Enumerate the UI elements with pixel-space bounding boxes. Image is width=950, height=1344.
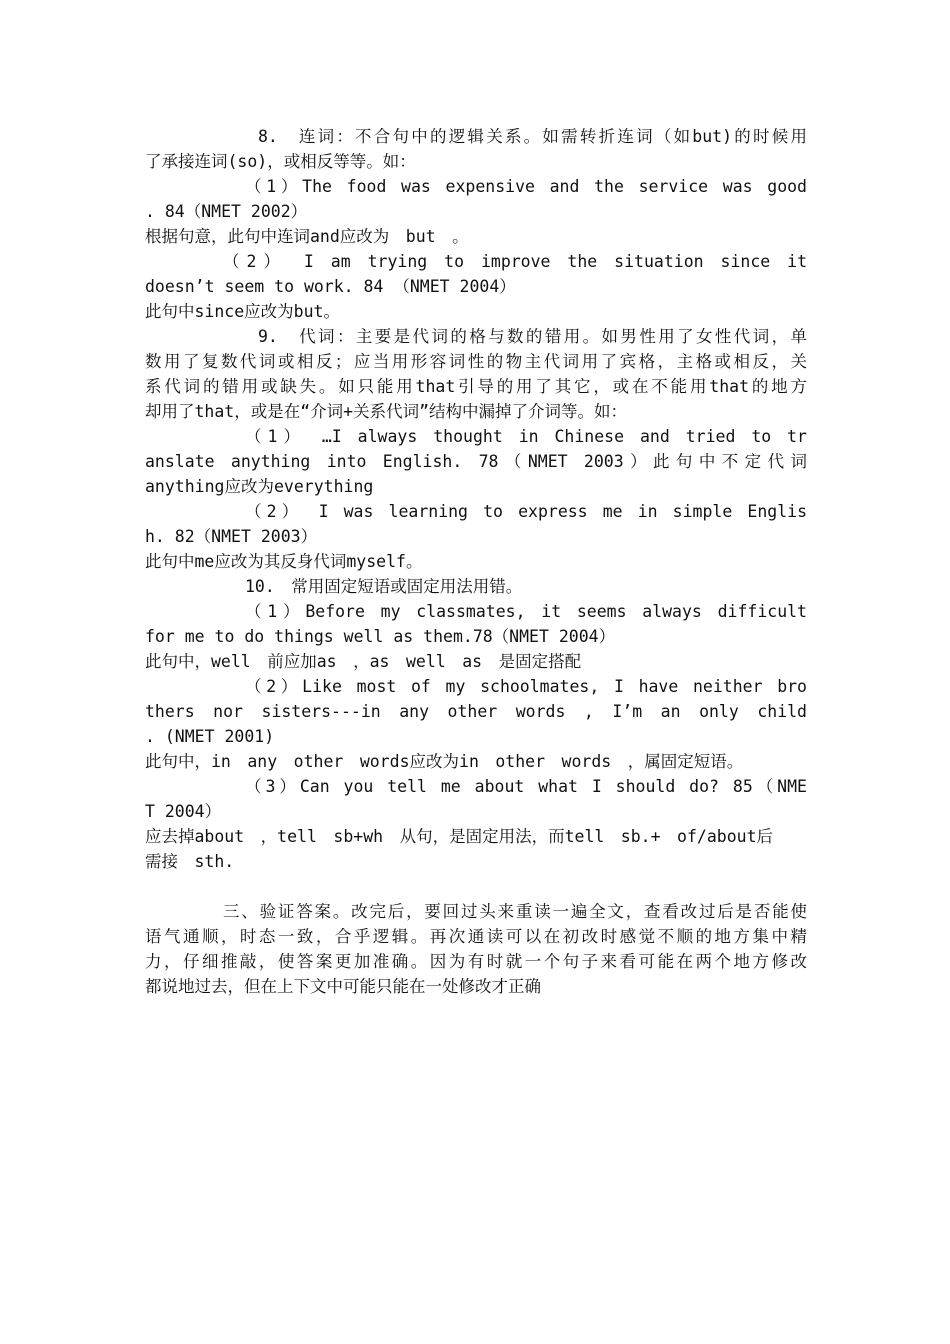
sec10-example3-line2: T 2004） (145, 802, 222, 821)
sec9-heading-line2: 数用了复数代词或相反；应当用形容词性的物主代词用了宾格，主格或相反，关 (145, 352, 807, 371)
sec8-example2-line1: （2） I am trying to improve the situation since it (223, 252, 807, 271)
sec9-example2-line2: h. 82（NMET 2003） (145, 527, 318, 546)
sec8-example2-note: 此句中since应改为but。 (145, 302, 340, 321)
sec3-paragraph-line1: 三、验证答案。改完后，要回过头来重读一遍全文，查看改过后是否能使 (223, 902, 807, 921)
sec8-example1-line1: （1）The food was expensive and the service was good (245, 177, 807, 196)
sec9-example1-line2: anslate anything into English. 78（NMET 2003）此句中不定代词 (145, 452, 807, 471)
sec8-example1-line2: . 84（NMET 2002） (145, 202, 308, 221)
sec10-example3-note-line1: 应去掉about ，tell sb+wh 从句，是固定用法，而tell sb.+ of/about后 (145, 827, 774, 846)
sec3-paragraph-line4: 都说地过去，但在上下文中可能只能在一处修改才正确 (145, 977, 541, 996)
sec9-example1-line1: （1） …I always thought in Chinese and tried to tr (245, 427, 807, 446)
sec10-example3-line1: （3）Can you tell me about what I should do? 85（NME (245, 777, 807, 796)
sec10-example3-note-line2: 需接 sth. (145, 852, 235, 871)
sec10-example2-line2: thers nor sisters---in any other words , I’m an only child (145, 702, 807, 721)
sec10-example1-line1: （1）Before my classmates, it seems always difficult (245, 602, 807, 621)
sec8-heading-line1: 8. 连词：不合句中的逻辑关系。如需转折连词（如but)的时候用 (258, 127, 807, 146)
sec9-heading-line1: 9. 代词：主要是代词的格与数的错用。如男性用了女性代词，单 (258, 327, 807, 346)
sec10-example2-line3: . (NMET 2001) (145, 727, 275, 746)
sec9-example2-note: 此句中me应改为其反身代词myself。 (145, 552, 423, 571)
sec3-paragraph-line3: 力，仔细推敲，使答案更加准确。因为有时就一个句子来看可能在两个地方修改 (145, 952, 807, 971)
sec10-heading: 10. 常用固定短语或固定用法用错。 (245, 577, 523, 596)
sec8-example2-line2: doesn’t seem to work. 84 （NMET 2004） (145, 277, 516, 296)
sec9-heading-line3: 系代词的错用或缺失。如只能用that引导的用了其它，或在不能用that的地方 (145, 377, 807, 396)
sec10-example1-line2: for me to do things well as them.78（NMET 2004） (145, 627, 616, 646)
sec9-heading-line4: 却用了that，或是在“介词+关系代词”结构中漏掉了介词等。如： (145, 402, 628, 421)
sec10-example2-line1: （2）Like most of my schoolmates, I have neither bro (245, 677, 807, 696)
sec10-example1-note: 此句中，well 前应加as ，as well as 是固定搭配 (145, 652, 582, 671)
sec9-example2-line1: （2） I was learning to express me in simple Englis (245, 502, 807, 521)
sec3-paragraph-line2: 语气通顺，时态一致，合乎逻辑。再次通读可以在初改时感觉不顺的地方集中精 (145, 927, 807, 946)
sec9-example1-note: anything应改为everything (145, 477, 374, 496)
sec8-heading-line2: 了承接连词(so)，或相反等等。如： (145, 152, 416, 171)
sec10-example2-note: 此句中，in any other words应改为in other words ，属固定短语。 (145, 752, 744, 771)
sec8-example1-note: 根据句意，此句中连词and应改为 but 。 (145, 227, 469, 246)
